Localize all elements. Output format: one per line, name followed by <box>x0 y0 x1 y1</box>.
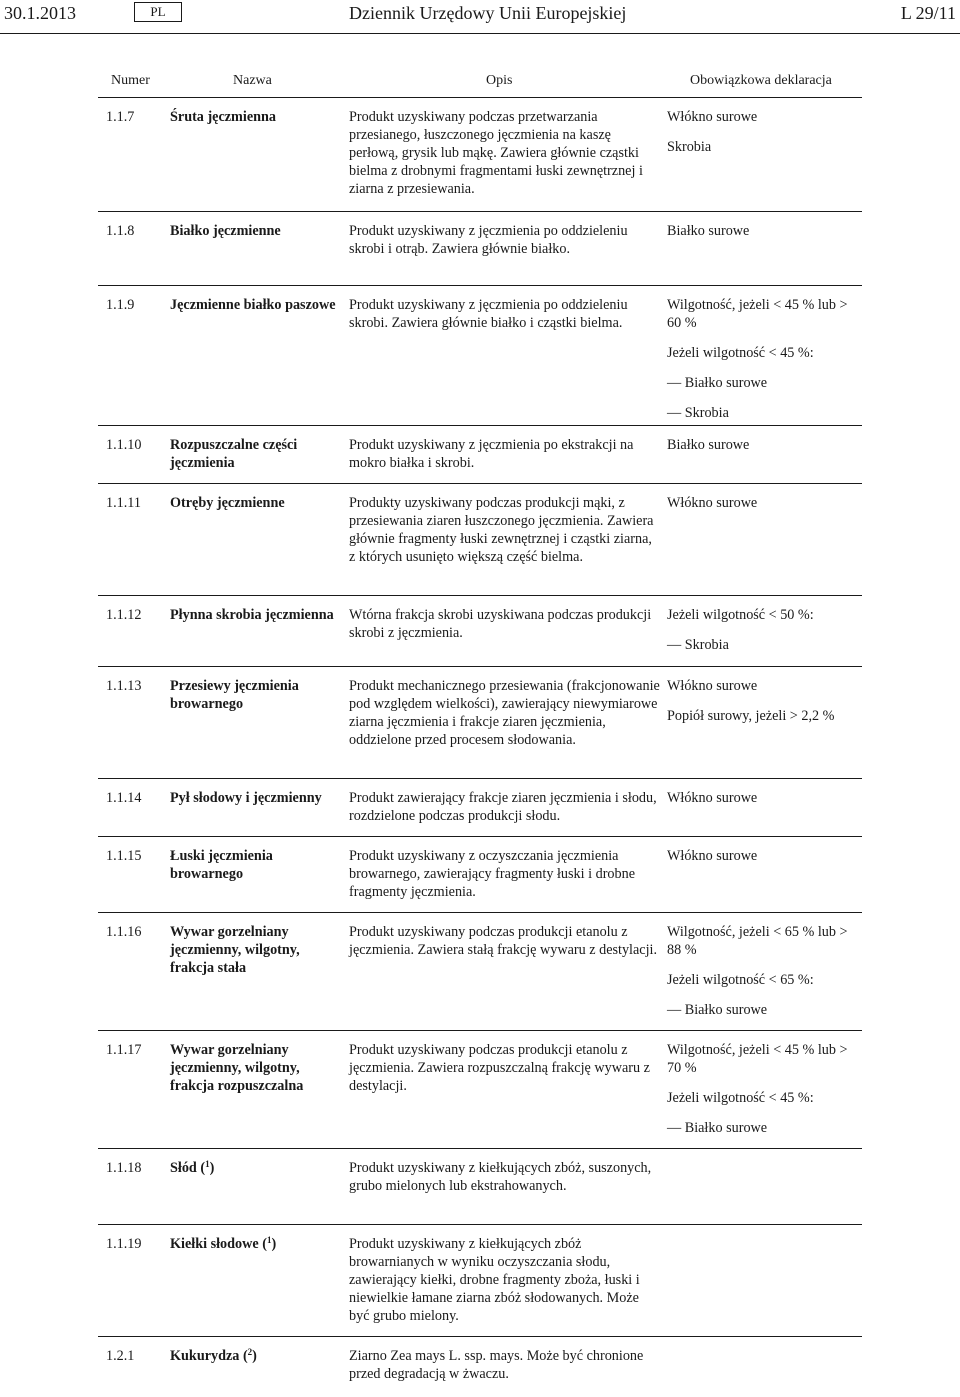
declaration-item: — Skrobia <box>667 405 729 421</box>
table-row <box>98 484 862 596</box>
item-number: 1.2.1 <box>106 1348 135 1364</box>
declaration-item: Jeżeli wilgotność < 45 %: <box>667 345 814 361</box>
item-name-text: Rozpuszczalne części jęczmienia <box>170 437 298 471</box>
item-name <box>170 296 346 314</box>
declaration-item: — Skrobia <box>667 637 729 653</box>
item-name <box>170 677 346 713</box>
item-name-text: Śruta jęczmienna <box>170 109 276 125</box>
item-number: 1.1.13 <box>106 678 142 694</box>
mandatory-declaration <box>667 1041 863 1149</box>
table-row <box>98 98 862 212</box>
journal-title: Dziennik Urzędowy Unii Europejskiej <box>349 3 627 23</box>
item-name <box>170 606 346 624</box>
declaration-item: Wilgotność, jeżeli < 65 % lub > 88 % <box>667 924 848 958</box>
item-name-text: Otręby jęczmienne <box>170 495 285 511</box>
table-row <box>98 1149 862 1225</box>
item-number: 1.1.8 <box>106 223 135 239</box>
item-name <box>170 108 346 126</box>
table-row <box>98 913 862 1031</box>
item-description: Produkt uzyskiwany z oczyszczania jęczmienia browarnego, zawierający fragmenty łuski i drobne fragmenty jęczmienia. <box>349 848 636 900</box>
item-name-text: Pył słodowy i jęczmienny <box>170 790 322 806</box>
item-name: Kiełki słodowe ($^1$) <box>170 1235 277 1252</box>
item-number: 1.1.9 <box>106 297 135 313</box>
mandatory-declaration <box>667 296 863 434</box>
item-name <box>170 1041 346 1095</box>
item-description: Produkt zawierający frakcje ziaren jęczmienia i słodu, rozdzielone podczas produkcji słodu. <box>349 790 657 824</box>
item-name-text: Płynna skrobia jęczmienna <box>170 607 334 623</box>
table-row <box>98 837 862 913</box>
item-description: Wtórna frakcja skrobi uzyskiwana podczas produkcji skrobi z jęczmienia. <box>349 607 652 641</box>
declaration-item: Włókno surowe <box>667 790 758 806</box>
item-name-text: Łuski jęczmienia browarnego <box>170 848 273 882</box>
item-description: Produkt mechanicznego przesiewania (frakcjonowanie pod względem wielkości), zawierający niewymiarowe ziarna jęczmienia i frakcje ziaren jęczmienia, oddzielone przed procesem słodowania. <box>349 678 660 748</box>
item-name-text: Kukurydza <box>170 1348 240 1364</box>
item-description: Produkt uzyskiwany z kiełkujących zbóż browarnianych w wyniku oczyszczania słodu, zawierający kiełki, drobne fragmenty zboża, łuski i niewielkie łamane ziarna zbóż słodowanych. Może być grubo mielony. <box>349 1236 640 1324</box>
table-header-row <box>98 65 862 98</box>
table-row <box>98 596 862 667</box>
item-name <box>170 494 346 512</box>
footnote-reference: 1 <box>266 1235 272 1245</box>
item-name-text: Jęczmienne białko paszowe <box>170 297 336 313</box>
declaration-item: — Białko surowe <box>667 1002 768 1018</box>
declaration-item: Jeżeli wilgotność < 45 %: <box>667 1090 814 1106</box>
table-row <box>98 426 862 484</box>
item-name-text: Kiełki słodowe <box>170 1236 259 1252</box>
item-description: Ziarno Zea mays L. ssp. mays. Może być chronione przed degradacją w żwaczu. <box>349 1348 644 1382</box>
item-name-text: Przesiewy jęczmienia browarnego <box>170 678 299 712</box>
declaration-item: Włókno surowe <box>667 848 758 864</box>
mandatory-declaration <box>667 222 863 252</box>
item-name <box>170 923 346 977</box>
item-description: Produkt uzyskiwany z jęczmienia po ekstrakcji na mokro białka i skrobi. <box>349 437 634 471</box>
item-name-text: Słód <box>170 1160 197 1176</box>
table-body <box>98 98 862 1397</box>
item-description: Produkt uzyskiwany z kiełkujących zbóż, suszonych, grubo mielonych lub ekstrahowanych. <box>349 1160 652 1194</box>
table-row <box>98 286 862 426</box>
column-header-name: Nazwa <box>233 73 272 88</box>
item-description: Produkt uzyskiwany podczas przetwarzania przesianego, łuszczonego jęczmienia na kaszę perłową, grysik lub mąkę. Zawiera głównie cząstki bielma z drobnymi fragmentami łuski zewnętrznej i ziarna z przesiewania. <box>349 109 643 197</box>
mandatory-declaration <box>667 789 863 819</box>
item-number: 1.1.14 <box>106 790 142 806</box>
item-description: Produkty uzyskiwany podczas produkcji mąki, z przesiewania ziaren łuszczonego jęczmienia. Zawiera głównie fragmenty łuski zewnętrznej i cząstki ziarna, z których usunięto większą część bielma. <box>349 495 654 565</box>
mandatory-declaration <box>667 847 863 877</box>
item-name: Kukurydza ($^2$) <box>170 1347 257 1364</box>
declaration-item: — Białko surowe <box>667 1120 768 1136</box>
item-number: 1.1.7 <box>106 109 135 125</box>
page-reference: L 29/11 <box>900 3 956 23</box>
mandatory-declaration <box>667 923 863 1031</box>
mandatory-declaration <box>667 677 863 737</box>
item-name-text: Wywar gorzelniany jęczmienny, wilgotny, frakcja stała <box>170 924 300 976</box>
language-badge: PL <box>134 2 182 22</box>
mandatory-declaration <box>667 436 863 466</box>
feed-materials-table <box>98 65 862 1397</box>
item-name: Słód ($^1$) <box>170 1159 215 1176</box>
item-name <box>170 789 346 807</box>
table-row <box>98 1337 862 1397</box>
column-header-number: Numer <box>111 73 150 88</box>
declaration-item: Białko surowe <box>667 223 750 239</box>
declaration-item: Białko surowe <box>667 437 750 453</box>
page-header <box>0 0 960 36</box>
item-name-text: Białko jęczmienne <box>170 223 281 239</box>
item-number: 1.1.10 <box>106 437 142 453</box>
item-name <box>170 222 346 240</box>
item-number: 1.1.15 <box>106 848 142 864</box>
item-description: Produkt uzyskiwany podczas produkcji etanolu z jęczmienia. Zawiera rozpuszczalną frakcję wywaru z destylacji. <box>349 1042 650 1094</box>
item-number: 1.1.19 <box>106 1236 142 1252</box>
table-row <box>98 779 862 837</box>
footnote-reference: 1 <box>205 1159 210 1169</box>
declaration-item: Włókno surowe <box>667 678 758 694</box>
declaration-item: Jeżeli wilgotność < 65 %: <box>667 972 814 988</box>
item-description: Produkt uzyskiwany z jęczmienia po oddzieleniu skrobi. Zawiera głównie białko i cząstki bielma. <box>349 297 628 331</box>
item-name <box>170 847 346 883</box>
item-number: 1.1.18 <box>106 1160 142 1176</box>
declaration-item: Wilgotność, jeżeli < 45 % lub > 70 % <box>667 1042 848 1076</box>
item-number: 1.1.11 <box>106 495 141 511</box>
item-description: Produkt uzyskiwany podczas produkcji etanolu z jęczmienia. Zawiera stałą frakcję wywaru z destylacji. <box>349 924 658 958</box>
column-header-description: Opis <box>486 73 513 88</box>
mandatory-declaration <box>667 108 863 168</box>
item-number: 1.1.12 <box>106 607 142 623</box>
table-row <box>98 1225 862 1337</box>
declaration-item: Skrobia <box>667 139 712 155</box>
table-row <box>98 667 862 779</box>
table-row <box>98 212 862 286</box>
table-row <box>98 1031 862 1149</box>
declaration-item: Włókno surowe <box>667 109 758 125</box>
header-divider <box>0 33 960 34</box>
declaration-item: Wilgotność, jeżeli < 45 % lub > 60 % <box>667 297 848 331</box>
publication-date: 30.1.2013 <box>4 3 76 23</box>
item-description: Produkt uzyskiwany z jęczmienia po oddzieleniu skrobi i otrąb. Zawiera głównie białko. <box>349 223 628 257</box>
mandatory-declaration <box>667 606 863 666</box>
item-number: 1.1.16 <box>106 924 142 940</box>
item-name-text: Wywar gorzelniany jęczmienny, wilgotny, frakcja rozpuszczalna <box>170 1042 304 1094</box>
declaration-item: — Białko surowe <box>667 375 768 391</box>
mandatory-declaration <box>667 494 863 524</box>
column-header-declaration: Obowiązkowa deklaracja <box>690 73 832 88</box>
item-name <box>170 436 346 472</box>
declaration-item: Jeżeli wilgotność < 50 %: <box>667 607 814 623</box>
item-number: 1.1.17 <box>106 1042 142 1058</box>
declaration-item: Popiół surowy, jeżeli > 2,2 % <box>667 708 835 724</box>
declaration-item: Włókno surowe <box>667 495 758 511</box>
footnote-reference: 2 <box>247 1347 253 1357</box>
